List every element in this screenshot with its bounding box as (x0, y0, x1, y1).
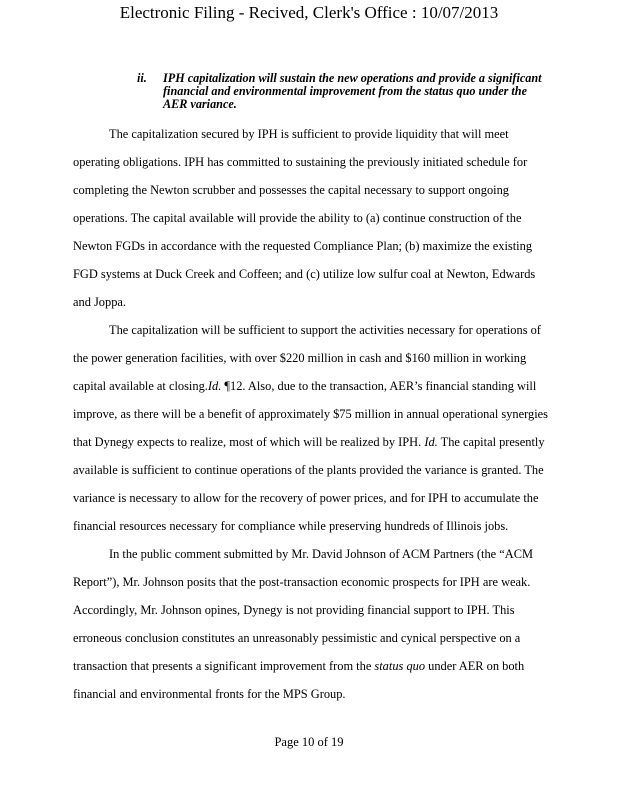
body-line: financial resources necessary for compliance while preserving hundreds of Illinois jobs. (73, 519, 509, 533)
body-line: operating obligations. IPH has committed to sustaining the previously initiated schedule for (73, 155, 528, 169)
body-line: Accordingly, Mr. Johnson opines, Dynegy is not providing financial support to IPH. This (73, 603, 515, 617)
body-text: that Dynegy expects to realize, most of which will be realized by IPH. (73, 435, 422, 449)
body-line: financial and environmental fronts for the MPS Group. (73, 687, 346, 701)
body-line (73, 658, 524, 674)
body-line: improve, as there will be a benefit of approximately $75 million in annual operational synergies (73, 407, 548, 421)
body-text: under AER on both (425, 659, 525, 673)
section-heading-line: AER variance. (163, 97, 237, 111)
body-text: The capital presently (437, 435, 545, 449)
section-heading-line: financial and environmental improvement from the status quo under the (163, 84, 527, 98)
body-text: transaction that presents a significant improvement from the (73, 659, 375, 673)
page-number: Page 10 of 19 (274, 735, 344, 749)
body-line: FGD systems at Duck Creek and Coffeen; and (c) utilize low sulfur coal at Newton, Edwards (73, 267, 536, 281)
citation-id: Id. (207, 379, 222, 393)
body-text: capital available at closing. (73, 379, 208, 393)
body-line: the power generation facilities, with over $220 million in cash and $160 million in working (73, 351, 527, 365)
body-line: completing the Newton scrubber and possesses the capital necessary to support ongoing (73, 183, 509, 197)
body-line: Newton FGDs in accordance with the requested Compliance Plan; (b) maximize the existing (73, 239, 533, 253)
body-line: operations. The capital available will provide the ability to (a) continue construction of the (73, 211, 522, 225)
section-heading-line: IPH capitalization will sustain the new operations and provide a significant (163, 71, 542, 85)
electronic-filing-header: Electronic Filing - Recived, Clerk's Office : 10/07/2013 (119, 3, 499, 22)
body-line: erroneous conclusion constitutes an unreasonably pessimistic and cynical perspective on a (73, 631, 521, 645)
body-line (73, 378, 536, 394)
body-line: The capitalization secured by IPH is sufficient to provide liquidity that will meet (109, 127, 509, 141)
body-line: and Joppa. (73, 295, 126, 309)
body-line: In the public comment submitted by Mr. David Johnson of ACM Partners (the “ACM (109, 547, 533, 561)
body-line (73, 434, 545, 450)
body-line: variance is necessary to allow for the recovery of power prices, and for IPH to accumulate the (73, 491, 539, 505)
body-line: Report”), Mr. Johnson posits that the post-transaction economic prospects for IPH are weak. (73, 575, 531, 589)
body-text: ¶12. Also, due to the transaction, AER’s financial standing will (221, 379, 537, 393)
body-line: The capitalization will be sufficient to support the activities necessary for operations of (109, 323, 541, 337)
section-number: ii. (137, 71, 147, 85)
body-line: available is sufficient to continue operations of the plants provided the variance is granted. The (73, 463, 544, 477)
citation-id: Id. (424, 435, 438, 449)
status-quo-italic: status quo (374, 659, 426, 673)
